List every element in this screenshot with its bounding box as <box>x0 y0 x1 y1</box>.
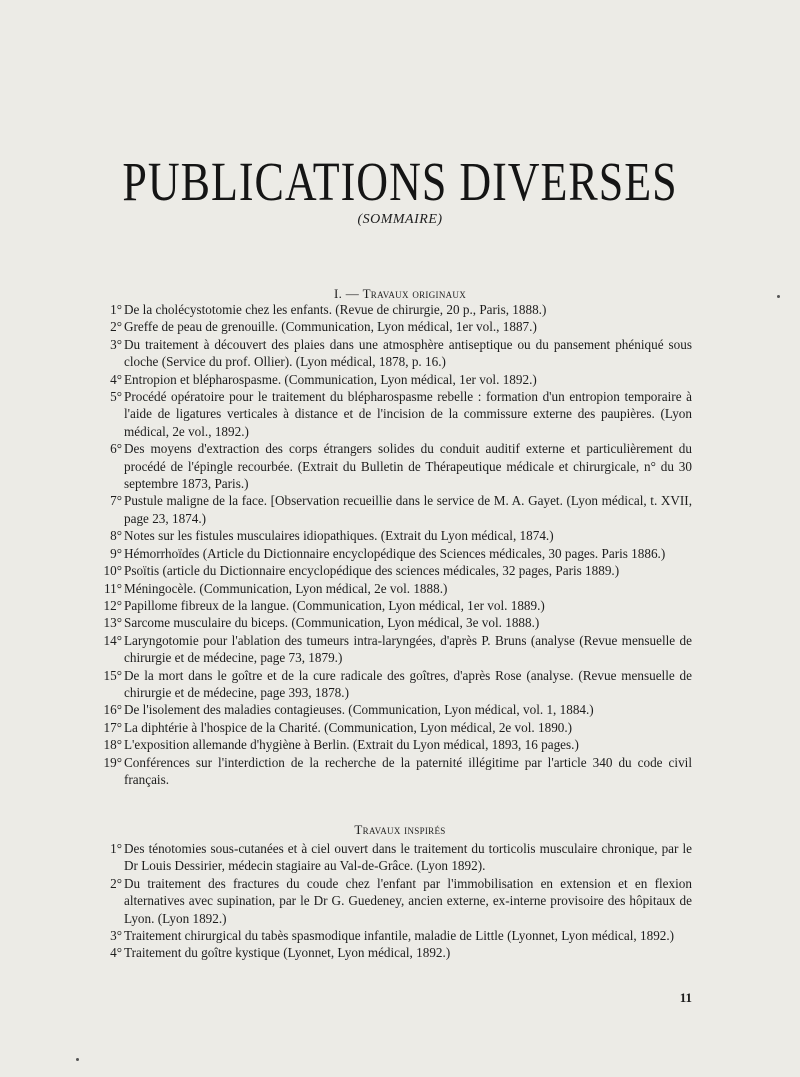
list-item <box>100 719 692 736</box>
list-item <box>100 754 692 789</box>
item-number: 1° <box>110 302 122 317</box>
item-text: Greffe de peau de grenouille. (Communication, Lyon médical, 1er vol., 1887.) <box>124 319 537 335</box>
item-number: 5° <box>110 389 122 405</box>
item-text: De la mort dans le goître et de la cure radicale des goîtres, d'après Rose (analyse. (Revue mensuelle de chirurgie et de médecine, page 393, 1878.) <box>124 667 692 700</box>
section-heading-original <box>0 286 800 302</box>
item-number: 17° <box>103 719 122 735</box>
item-number: 4° <box>110 945 122 961</box>
item-text: Laryngotomie pour l'ablation des tumeurs intra-laryngées, d'après P. Bruns (analyse (Revue mensuelle de chirurgie et de médecine, page 73, 1879.) <box>124 632 692 666</box>
list-item <box>100 944 692 961</box>
publication-list-inspired <box>100 840 692 962</box>
page-number: 11 <box>679 990 692 1005</box>
item-text: Du traitement à découvert des plaies dans une atmosphère antiseptique ou du pansement phéniqué sous cloche (Service du prof. Ollier). (Lyon médical, 1878, p. 16.) <box>124 336 692 370</box>
item-text: Papillome fibreux de la langue. (Communication, Lyon médical, 1er vol. 1889.) <box>124 597 545 613</box>
item-number: 10° <box>103 563 122 579</box>
list-item <box>100 562 692 579</box>
list-item <box>100 580 692 597</box>
item-text: De l'isolement des maladies contagieuses. (Communication, Lyon médical, vol. 1, 1884.) <box>124 702 594 718</box>
item-number: 14° <box>103 632 122 648</box>
item-number: 16° <box>103 702 122 718</box>
item-number: 3° <box>110 928 122 944</box>
page-title: PUBLICATIONS DIVERSES <box>122 151 678 213</box>
item-number: 11° <box>104 580 122 596</box>
item-text: Sarcome musculaire du biceps. (Communication, Lyon médical, 3e vol. 1888.) <box>124 615 540 631</box>
item-number: 15° <box>103 667 122 683</box>
list-item <box>100 527 692 544</box>
paper-speck <box>76 1058 79 1061</box>
list-item <box>100 875 692 927</box>
item-text: Pustule maligne de la face. [Observation recueillie dans le service de M. A. Gayet. (Lyon médical, t. XVII, page 23, 1874.) <box>124 493 692 526</box>
list-item <box>100 318 692 335</box>
item-text: Des moyens d'extraction des corps étrangers solides du conduit auditif externe et particulièrement du procédé de l'épingle recourbée. (Extrait du Bulletin de Thérapeutique médicale et chirurgicale, n° du 30 septembre 1873, Paris.) <box>124 441 692 492</box>
item-text: L'exposition allemande d'hygiène à Berlin. (Extrait du Lyon médical, 1893, 16 pages.) <box>124 737 579 753</box>
item-text: Entropion et blépharospasme. (Communication, Lyon médical, 1er vol. 1892.) <box>124 371 537 387</box>
item-number: 2° <box>110 875 122 891</box>
item-number: 12° <box>103 597 122 613</box>
item-number: 7° <box>110 493 122 509</box>
item-text: Méningocèle. (Communication, Lyon médical, 2e vol. 1888.) <box>124 580 448 596</box>
item-text: La diphtérie à l'hospice de la Charité. (Communication, Lyon médical, 2e vol. 1890.) <box>124 719 573 735</box>
list-item <box>100 371 692 388</box>
list-item <box>100 614 692 631</box>
section-heading-inspired <box>0 822 800 838</box>
item-number: 9° <box>110 545 122 561</box>
item-number: 13° <box>103 615 122 631</box>
list-item <box>100 840 692 875</box>
list-item <box>100 632 692 667</box>
item-number: 1° <box>110 841 122 856</box>
item-text: Hémorrhoïdes (Article du Dictionnaire encyclopédique des Sciences médicales, 30 pages. Paris 1886.) <box>124 545 666 561</box>
list-item <box>100 701 692 718</box>
publication-list-original <box>100 301 692 788</box>
list-item <box>100 597 692 614</box>
item-text: Traitement chirurgical du tabès spasmodique infantile, maladie de Little (Lyonnet, Lyon médical, 1892.) <box>124 928 675 944</box>
item-text: Psoïtis (article du Dictionnaire encyclopédique des sciences médicales, 32 pages, Paris 1889.) <box>124 563 620 579</box>
list-item <box>100 736 692 753</box>
item-text: Notes sur les fistules musculaires idiopathiques. (Extrait du Lyon médical, 1874.) <box>124 528 554 544</box>
item-text: Du traitement des fractures du coude chez l'enfant par l'immobilisation en extension et en flexion alternatives avec supination, par le Dr G. Guedeney, ancien externe, ex-interne provisoire des hôpitaux de Lyon. (Lyon 1892.) <box>124 875 692 926</box>
item-text: Des ténotomies sous-cutanées et à ciel ouvert dans le traitement du torticolis musculaire chronique, par le Dr Louis Dessirier, médecin stagiaire au Val-de-Grâce. (Lyon 1892). <box>124 841 692 874</box>
list-item <box>100 336 692 371</box>
item-text: Procédé opératoire pour le traitement du blépharospasme rebelle : formation d'un entropion temporaire à l'aide de ligatures verticales à distance et de l'incision de la commissure externe des paupières. (Lyon médical, 2e vol., 1892.) <box>124 389 692 439</box>
section-title: Travaux inspirés <box>354 822 446 837</box>
item-text: De la cholécystotomie chez les enfants. (Revue de chirurgie, 20 p., Paris, 1888.) <box>124 302 547 317</box>
list-item <box>100 927 692 944</box>
item-number: 8° <box>110 528 122 544</box>
item-number: 3° <box>110 336 122 352</box>
paper-speck <box>777 295 780 298</box>
list-item <box>100 667 692 702</box>
item-number: 2° <box>110 319 122 335</box>
section-title: Travaux originaux <box>362 286 467 301</box>
item-number: 6° <box>110 441 122 457</box>
list-item <box>100 388 692 440</box>
list-item <box>100 440 692 492</box>
item-number: 18° <box>103 737 122 753</box>
item-text: Conférences sur l'interdiction de la recherche de la paternité illégitime par l'article 340 du code civil français. <box>124 754 692 787</box>
section-number: I. — <box>333 286 363 301</box>
page-subtitle: (SOMMAIRE) <box>357 212 443 227</box>
list-item <box>100 545 692 562</box>
item-text: Traitement du goître kystique (Lyonnet, Lyon médical, 1892.) <box>124 945 451 961</box>
item-number: 4° <box>110 371 122 387</box>
list-item <box>100 492 692 527</box>
item-number: 19° <box>103 754 122 770</box>
list-item <box>100 301 692 318</box>
